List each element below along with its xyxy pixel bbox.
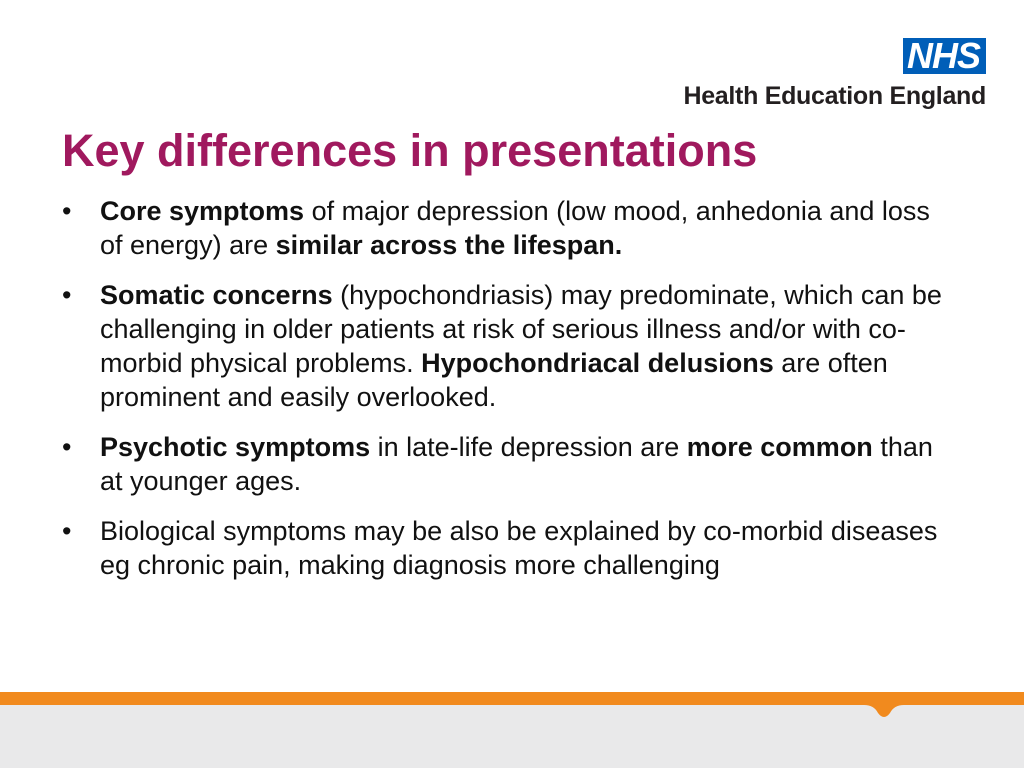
bullet-item	[62, 278, 942, 414]
bullet-text-bold: Core symptoms	[100, 196, 305, 226]
organisation-name: Health Education England	[683, 82, 986, 110]
bullet-text-segment: than at younger ages.	[100, 432, 933, 496]
bullet-text-segment: are often prominent and easily overlooked.	[100, 348, 888, 412]
nhs-hee-logo	[683, 35, 986, 111]
bullet-text	[100, 432, 933, 496]
bullet-text-segment: of major depression (low mood, anhedonia and loss of energy) are	[100, 196, 930, 260]
bullet-text-segment: Biological symptoms may be also be explained by co-morbid diseases eg chronic pain, making diagnosis more challenging	[100, 516, 938, 580]
bullet-marker: •	[62, 432, 72, 462]
bullet-marker: •	[62, 196, 72, 226]
bullet-text	[100, 516, 937, 580]
bullet-text-bold: Psychotic symptoms	[100, 432, 371, 462]
bullet-text-bold: similar across the lifespan.	[275, 230, 623, 260]
bullet-item	[62, 514, 942, 582]
bullet-text-bold: Hypochondriacal delusions	[421, 348, 774, 378]
bullet-item	[62, 430, 942, 498]
bullet-item	[62, 194, 942, 262]
slide-title: Key differences in presentations	[62, 125, 758, 176]
bullet-text-bold: Somatic concerns	[100, 280, 333, 310]
bullet-text	[100, 196, 930, 260]
footer-notch-decoration	[864, 705, 904, 721]
footer-accent-band	[0, 692, 1024, 705]
bullet-marker: •	[62, 516, 72, 546]
nhs-logo-box: NHS	[903, 38, 986, 74]
bullet-text-bold: more common	[686, 432, 873, 462]
bullet-text-segment: in late-life depression are	[370, 432, 687, 462]
bullet-text	[100, 280, 942, 412]
bullet-list	[62, 194, 942, 598]
bullet-marker: •	[62, 280, 72, 310]
bullet-text-segment: (hypochondriasis) may predominate, which can be challenging in older patients at risk of serious illness and/or with co-morbid physical problems.	[100, 280, 942, 378]
